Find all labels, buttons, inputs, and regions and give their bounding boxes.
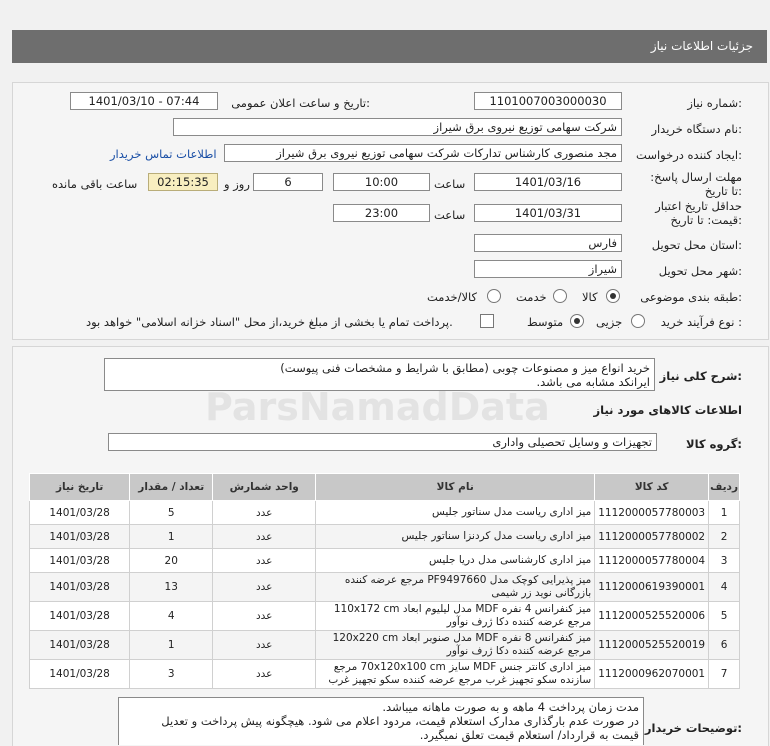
cell-item-code: 1112000962070001 bbox=[595, 660, 709, 689]
cell-unit: عدد bbox=[213, 602, 316, 631]
payment-note: پرداخت تمام یا بخشی از مبلغ خرید،از محل "اسناد خزانه اسلامی" خواهد بود. bbox=[86, 315, 453, 329]
cell-item-code: 1112000525520006 bbox=[595, 602, 709, 631]
buyer-notes-line-1: مدت زمان پرداخت 4 ماهه و به صورت ماهانه میباشد. bbox=[382, 700, 639, 714]
deadline-date-field: 1401/03/16 bbox=[474, 173, 622, 191]
cell-unit: عدد bbox=[213, 573, 316, 602]
cell-quantity: 13 bbox=[130, 573, 213, 602]
col-header-quantity: تعداد / مقدار bbox=[130, 474, 213, 501]
cell-quantity: 1 bbox=[130, 525, 213, 549]
goods-info-title: اطلاعات کالاهای مورد نیاز bbox=[593, 403, 742, 417]
cell-need-date: 1401/03/28 bbox=[30, 501, 130, 525]
cell-row-number: 5 bbox=[709, 602, 740, 631]
need-number-label: شماره نیاز: bbox=[687, 96, 742, 110]
table-row bbox=[30, 631, 740, 660]
cell-quantity: 1 bbox=[130, 631, 213, 660]
cell-row-number: 1 bbox=[709, 501, 740, 525]
page-header bbox=[12, 30, 767, 63]
summary-line-1: خرید انواع میز و مصنوعات چوبی (مطابق با شرایط و مشخصات فنی پیوست) bbox=[280, 361, 650, 375]
cell-need-date: 1401/03/28 bbox=[30, 525, 130, 549]
cell-item-code: 1112000619390001 bbox=[595, 573, 709, 602]
cell-row-number: 4 bbox=[709, 573, 740, 602]
category-service-label: خدمت bbox=[516, 290, 547, 304]
cell-item-name: میز اداری کانتر جنس MDF سایز 70x120x100 cm مرجع سازنده سکو تجهیز غرب مرجع عرضه کننده سکو تجهیز غرب bbox=[316, 660, 595, 689]
deadline-label: مهلت ارسال پاسخ: تا تاریخ: bbox=[650, 170, 742, 198]
creator-field: مجد منصوری کارشناس تدارکات شرکت سهامی توزیع نیروی برق شیراز bbox=[224, 144, 622, 162]
buyer-label: نام دستگاه خریدار: bbox=[651, 122, 742, 136]
cell-item-name: میز کنفرانس 8 نفره MDF مدل صنوبر ابعاد 120x220 cm مرجع عرضه کننده دکا ژرف نوآور bbox=[316, 631, 595, 660]
category-service-radio[interactable] bbox=[553, 289, 567, 303]
validity-time-label: ساعت bbox=[434, 208, 466, 222]
cell-need-date: 1401/03/28 bbox=[30, 660, 130, 689]
cell-item-name: میز پذیرایی کوچک مدل PF9497660 مرجع عرضه کننده بازرگانی نوید زر شیمی bbox=[316, 573, 595, 602]
goods-group-label: گروه کالا: bbox=[686, 437, 742, 451]
table-row bbox=[30, 525, 740, 549]
contact-info-link[interactable]: اطلاعات تماس خریدار bbox=[110, 147, 217, 161]
table-row bbox=[30, 602, 740, 631]
validity-date-field: 1401/03/31 bbox=[474, 204, 622, 222]
process-medium-label: متوسط bbox=[527, 315, 564, 329]
buyer-notes-field bbox=[118, 697, 644, 745]
cell-quantity: 20 bbox=[130, 549, 213, 573]
table-header-row bbox=[30, 474, 740, 501]
city-field: شیراز bbox=[474, 260, 622, 278]
need-number-field: 1101007003000030 bbox=[474, 92, 622, 110]
summary-label: شرح کلی نیاز: bbox=[659, 369, 742, 383]
cell-need-date: 1401/03/28 bbox=[30, 602, 130, 631]
cell-row-number: 2 bbox=[709, 525, 740, 549]
province-field: فارس bbox=[474, 234, 622, 252]
goods-table bbox=[29, 473, 740, 689]
category-label: طبقه بندی موضوعی: bbox=[640, 290, 742, 304]
cell-unit: عدد bbox=[213, 631, 316, 660]
table-row bbox=[30, 660, 740, 689]
col-header-item-code: کد کالا bbox=[595, 474, 709, 501]
cell-item-name: میز اداری کارشناسی مدل دریا جلیس bbox=[316, 549, 595, 573]
cell-unit: عدد bbox=[213, 549, 316, 573]
remaining-time-field: 02:15:35 bbox=[148, 173, 218, 191]
cell-need-date: 1401/03/28 bbox=[30, 631, 130, 660]
process-label: نوع فرآیند خرید : bbox=[660, 315, 742, 329]
goods-group-field: تجهیزات و وسایل تحصیلی واداری bbox=[108, 433, 657, 451]
category-goods-radio[interactable] bbox=[606, 289, 620, 303]
cell-need-date: 1401/03/28 bbox=[30, 549, 130, 573]
cell-item-code: 1112000525520019 bbox=[595, 631, 709, 660]
cell-unit: عدد bbox=[213, 501, 316, 525]
creator-label: ایجاد کننده درخواست: bbox=[636, 148, 742, 162]
cell-unit: عدد bbox=[213, 660, 316, 689]
cell-item-name: میز کنفرانس 4 نفره MDF مدل لیلیوم ابعاد 110x172 cm مرجع عرضه کننده دکا ژرف نوآور bbox=[316, 602, 595, 631]
buyer-notes-line-2: در صورت عدم بارگذاری مدارک استعلام قیمت، مردود اعلام می شود. هیچگونه پیش پرداخت و تعدیل bbox=[161, 714, 639, 728]
buyer-notes-label: توضیحات خریدار: bbox=[644, 721, 742, 735]
treasury-payment-checkbox[interactable] bbox=[480, 314, 494, 328]
page-title: جزئیات اطلاعات نیاز bbox=[650, 39, 753, 53]
table-row bbox=[30, 573, 740, 602]
cell-row-number: 7 bbox=[709, 660, 740, 689]
province-label: استان محل تحویل: bbox=[651, 238, 742, 252]
cell-row-number: 3 bbox=[709, 549, 740, 573]
category-both-label: کالا/خدمت bbox=[427, 290, 478, 304]
category-goods-label: کالا bbox=[582, 290, 598, 304]
cell-item-name: میز اداری ریاست مدل سناتور جلیس bbox=[316, 501, 595, 525]
cell-quantity: 4 bbox=[130, 602, 213, 631]
cell-item-code: 1112000057780004 bbox=[595, 549, 709, 573]
process-medium-radio[interactable] bbox=[570, 314, 584, 328]
cell-quantity: 5 bbox=[130, 501, 213, 525]
days-label: روز و bbox=[224, 177, 250, 191]
cell-item-code: 1112000057780003 bbox=[595, 501, 709, 525]
buyer-notes-line-3: قیمت به قرارداد/ استعلام قیمت تعلق نمیگیرد. bbox=[419, 728, 639, 742]
table-row bbox=[30, 549, 740, 573]
table-row bbox=[30, 501, 740, 525]
summary-line-2: ایرانکد مشابه می باشد. bbox=[536, 375, 650, 389]
cell-row-number: 6 bbox=[709, 631, 740, 660]
cell-item-name: میز اداری ریاست مدل کردنزا سناتور جلیس bbox=[316, 525, 595, 549]
category-both-radio[interactable] bbox=[487, 289, 501, 303]
cell-unit: عدد bbox=[213, 525, 316, 549]
process-partial-label: جزیی bbox=[596, 315, 623, 329]
buyer-field: شرکت سهامی توزیع نیروی برق شیراز bbox=[173, 118, 622, 136]
cell-need-date: 1401/03/28 bbox=[30, 573, 130, 602]
remaining-label: ساعت باقی مانده bbox=[52, 177, 138, 191]
summary-field bbox=[104, 358, 655, 391]
col-header-row-number: ردیف bbox=[709, 474, 740, 501]
days-field: 6 bbox=[253, 173, 323, 191]
deadline-time-field: 10:00 bbox=[333, 173, 430, 191]
announce-field: 1401/03/10 - 07:44 bbox=[70, 92, 218, 110]
cell-item-code: 1112000057780002 bbox=[595, 525, 709, 549]
col-header-need-date: تاریخ نیاز bbox=[30, 474, 130, 501]
validity-time-field: 23:00 bbox=[333, 204, 430, 222]
col-header-unit: واحد شمارش bbox=[213, 474, 316, 501]
deadline-time-label: ساعت bbox=[434, 177, 466, 191]
cell-quantity: 3 bbox=[130, 660, 213, 689]
announce-label: تاریخ و ساعت اعلان عمومی: bbox=[231, 96, 370, 110]
col-header-item-name: نام کالا bbox=[316, 474, 595, 501]
validity-label: حداقل تاریخ اعتبار قیمت: تا تاریخ: bbox=[655, 199, 742, 227]
city-label: شهر محل تحویل: bbox=[658, 264, 742, 278]
process-partial-radio[interactable] bbox=[631, 314, 645, 328]
